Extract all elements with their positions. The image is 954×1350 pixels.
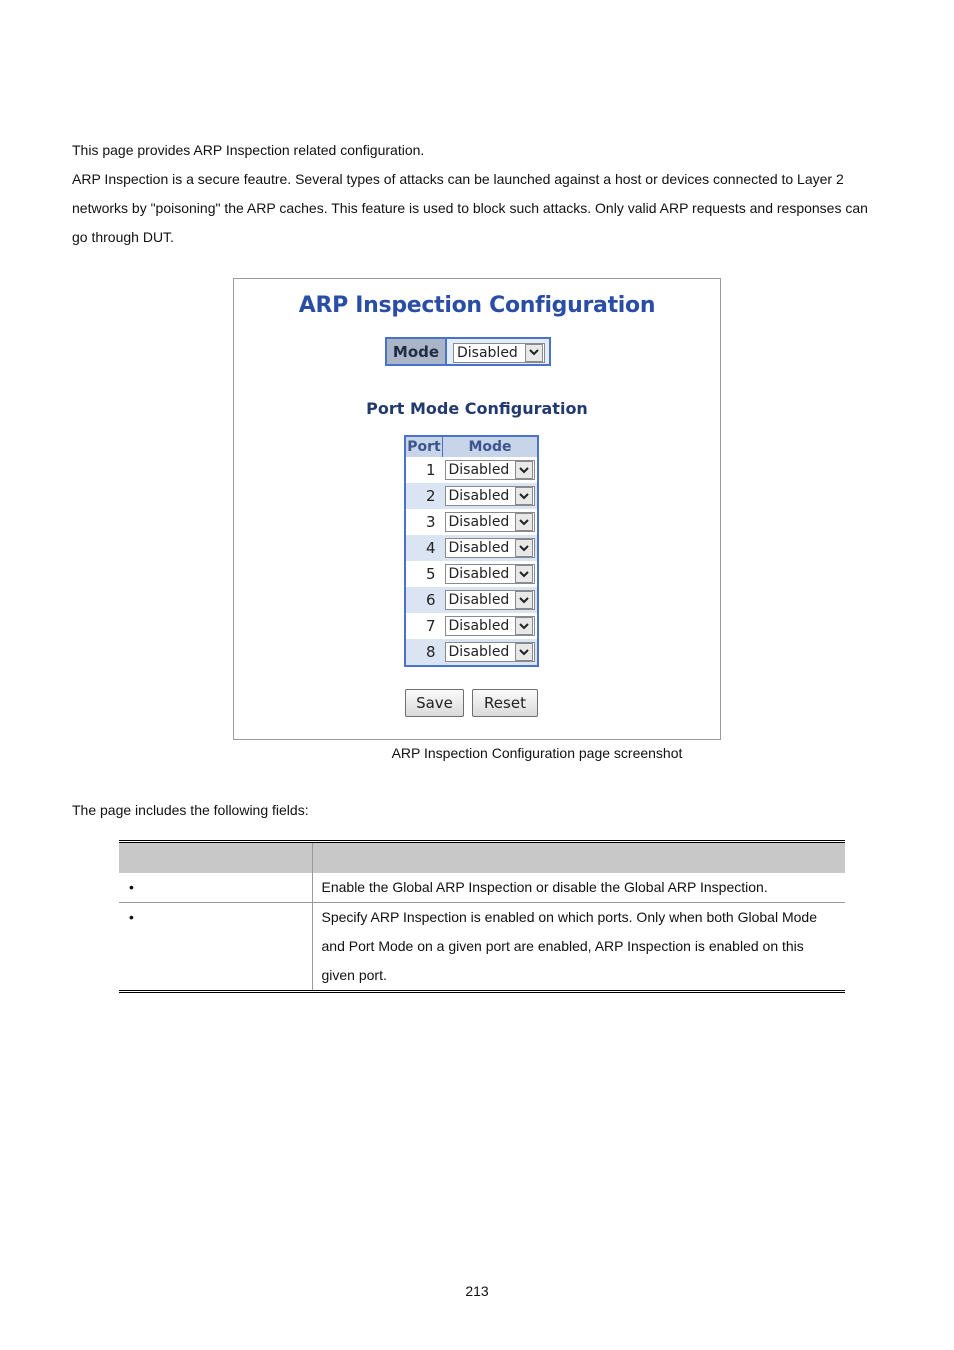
port-number: 5 <box>405 561 443 587</box>
global-mode-row <box>385 337 551 366</box>
chevron-down-icon[interactable] <box>515 565 533 583</box>
fields-header-description <box>312 842 845 874</box>
port-number: 7 <box>405 613 443 639</box>
figure-caption: ARP Inspection Configuration page screenshot <box>391 745 683 761</box>
port-mode-value: Disabled <box>448 488 510 504</box>
intro-text <box>72 136 872 252</box>
table-row <box>405 587 538 613</box>
field-description: Specify ARP Inspection is enabled on which ports. Only when both Global Mode and Port Mode on a given port are enabled, ARP Inspection is enabled on this given port. <box>312 903 845 992</box>
port-mode-value: Disabled <box>448 462 510 478</box>
port-mode-value: Disabled <box>448 566 510 582</box>
port-mode-select[interactable] <box>445 590 535 610</box>
port-number: 8 <box>405 639 443 666</box>
port-mode-value: Disabled <box>448 592 510 608</box>
page-title: ARP Inspection Configuration <box>298 293 656 318</box>
port-mode-value: Disabled <box>448 618 510 634</box>
port-mode-select[interactable] <box>445 538 535 558</box>
page-number: 213 <box>465 1283 489 1299</box>
table-row <box>119 903 845 992</box>
table-row <box>119 873 845 903</box>
intro-paragraph: ARP Inspection is a secure feautre. Several types of attacks can be launched against a host or devices connected to Layer 2 networks by "poisoning" the ARP caches. This feature is used to block such attacks. Only valid ARP requests and responses can go through DUT. <box>72 171 868 245</box>
chevron-down-icon[interactable] <box>525 344 543 362</box>
table-row <box>405 509 538 535</box>
port-mode-section-title: Port Mode Configuration <box>366 399 588 418</box>
port-mode-value: Disabled <box>448 540 510 556</box>
port-column-header: Port <box>405 436 443 457</box>
port-mode-select[interactable] <box>445 486 535 506</box>
form-buttons <box>405 689 538 717</box>
port-number: 2 <box>405 483 443 509</box>
chevron-down-icon[interactable] <box>515 617 533 635</box>
chevron-down-icon[interactable] <box>515 513 533 531</box>
table-row <box>405 457 538 483</box>
fields-header-object <box>119 842 312 874</box>
port-mode-select[interactable] <box>445 460 535 480</box>
field-description: Enable the Global ARP Inspection or disable the Global ARP Inspection. <box>321 879 768 895</box>
intro-line: This page provides ARP Inspection related configuration. <box>72 142 425 158</box>
port-mode-table <box>404 435 539 667</box>
port-mode-value: Disabled <box>448 644 510 660</box>
port-number: 3 <box>405 509 443 535</box>
fields-intro: The page includes the following fields: <box>72 802 309 818</box>
global-mode-label: Mode <box>387 339 447 364</box>
table-row <box>405 483 538 509</box>
port-mode-select[interactable] <box>445 564 535 584</box>
chevron-down-icon[interactable] <box>515 643 533 661</box>
chevron-down-icon[interactable] <box>515 591 533 609</box>
mode-column-header: Mode <box>443 436 539 457</box>
reset-button[interactable]: Reset <box>472 689 538 717</box>
port-mode-select[interactable] <box>445 642 535 662</box>
port-mode-select[interactable] <box>445 512 535 532</box>
table-row <box>405 613 538 639</box>
save-button[interactable]: Save <box>405 689 464 717</box>
list-bullet: • <box>129 909 134 925</box>
port-number: 4 <box>405 535 443 561</box>
port-mode-select[interactable] <box>445 616 535 636</box>
chevron-down-icon[interactable] <box>515 461 533 479</box>
chevron-down-icon[interactable] <box>515 487 533 505</box>
port-number: 1 <box>405 457 443 483</box>
chevron-down-icon[interactable] <box>515 539 533 557</box>
table-row <box>405 561 538 587</box>
list-bullet: • <box>129 879 134 895</box>
port-number: 6 <box>405 587 443 613</box>
port-mode-value: Disabled <box>448 514 510 530</box>
ui-screenshot <box>233 278 721 740</box>
global-mode-value: Disabled <box>457 344 518 361</box>
table-row <box>405 639 538 666</box>
global-mode-select[interactable] <box>453 343 545 363</box>
table-row <box>405 535 538 561</box>
fields-table <box>119 840 845 993</box>
